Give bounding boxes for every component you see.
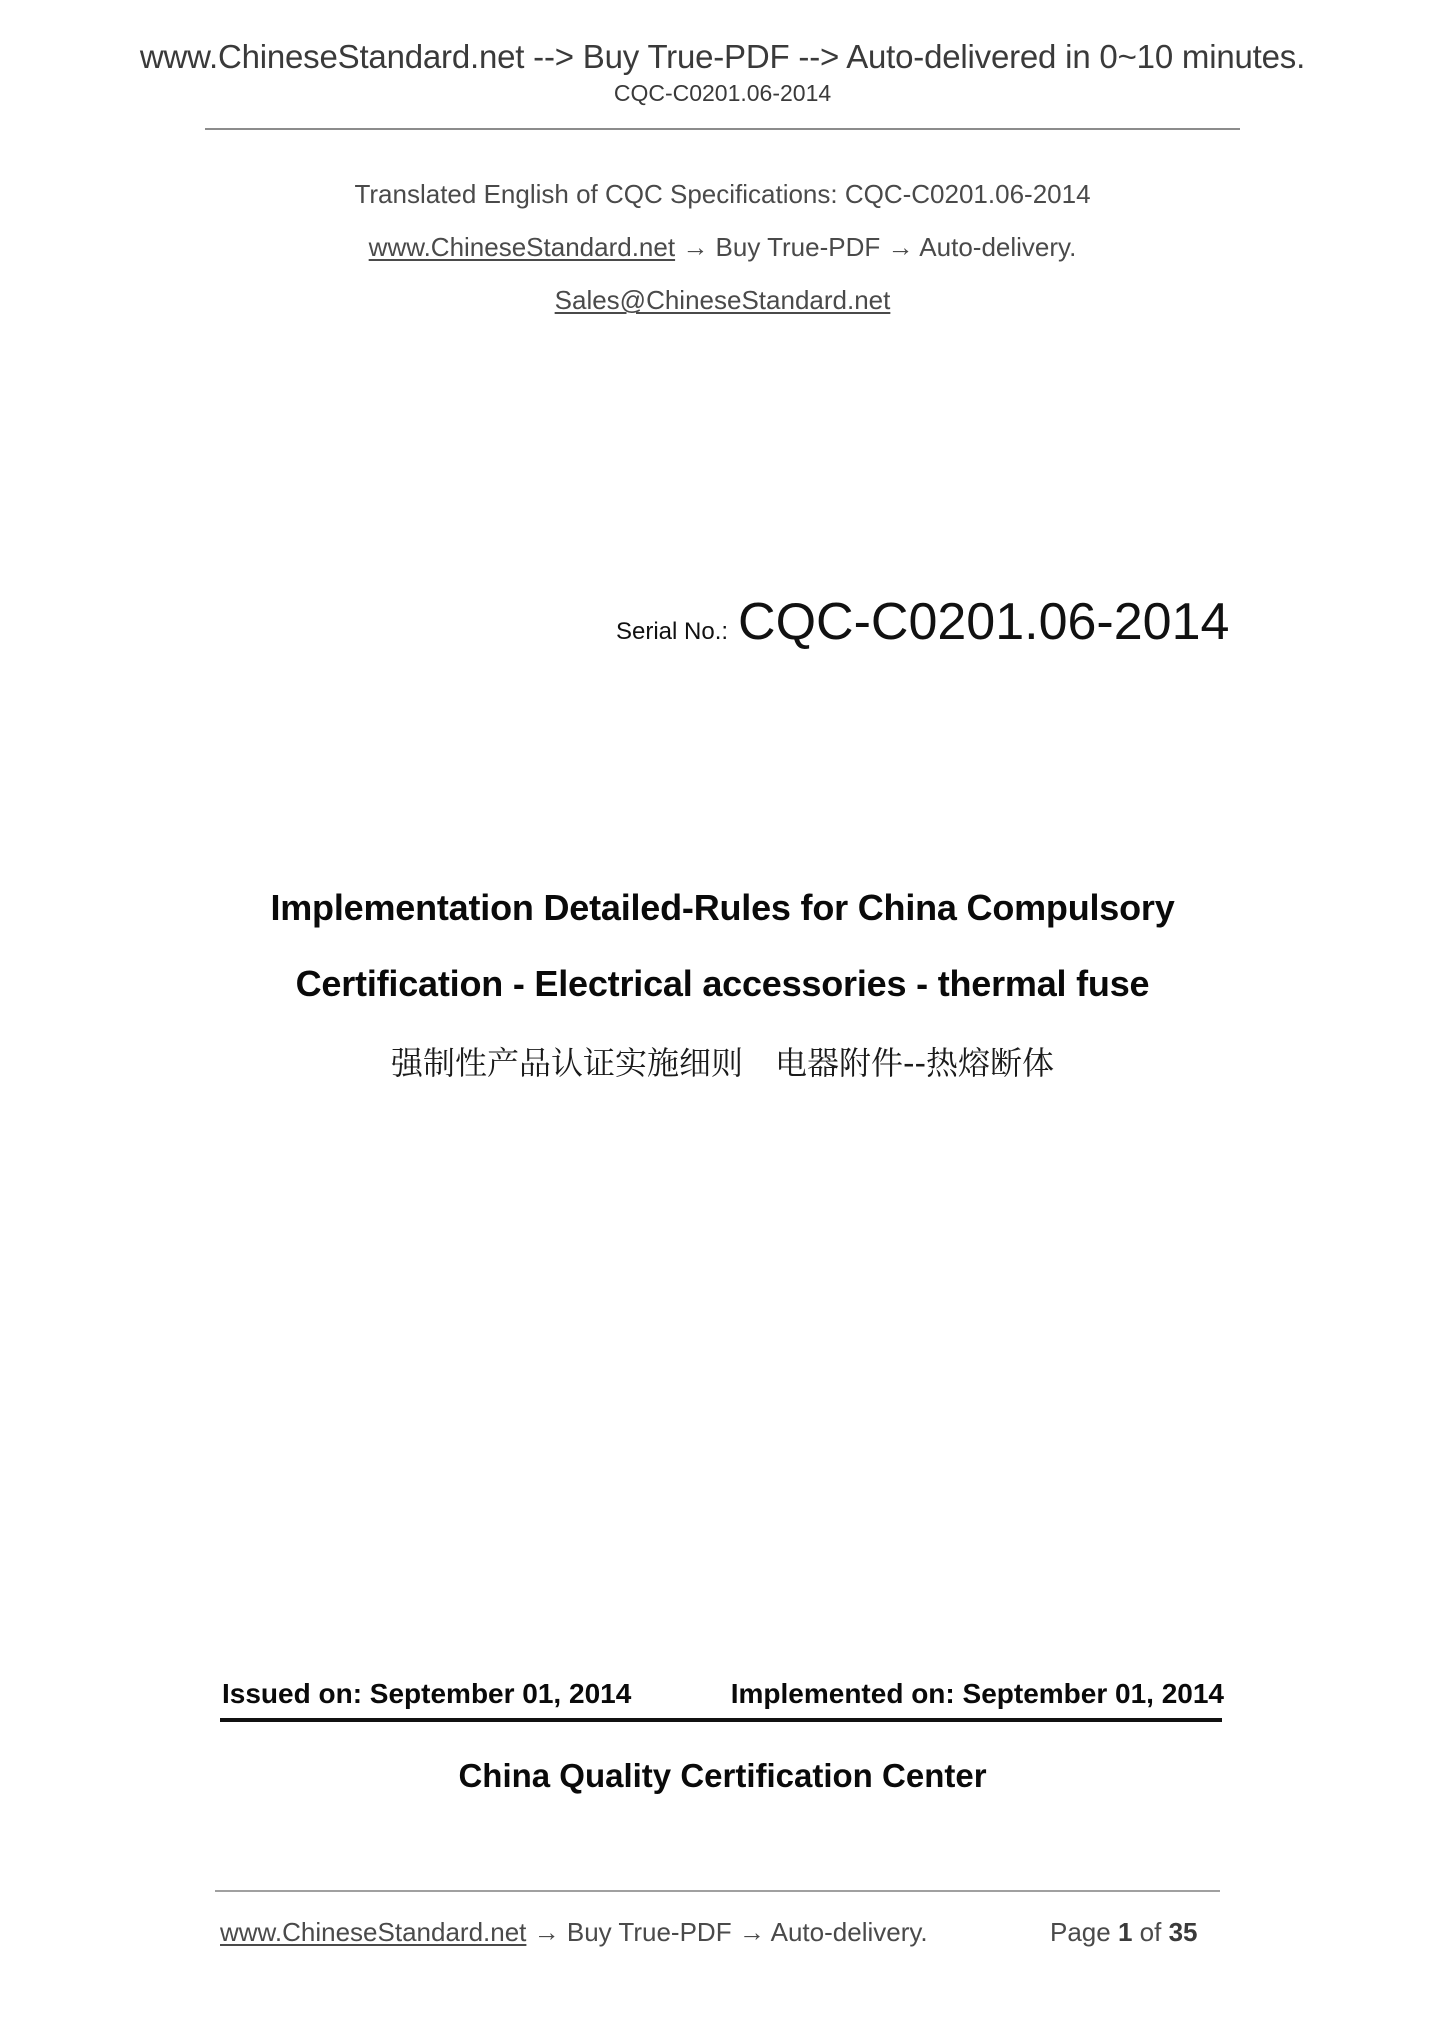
arrow-right-icon: → <box>682 232 709 262</box>
dates-row <box>222 1678 1224 1710</box>
arrow-right-icon: → <box>887 232 914 262</box>
dates-divider <box>220 1718 1222 1722</box>
page-indicator <box>1050 1917 1198 1948</box>
issuing-organization: China Quality Certification Center <box>458 1757 987 1794</box>
page-total: 35 <box>1168 1917 1198 1947</box>
footer-delivery-text: Auto-delivery. <box>770 1917 928 1947</box>
page-label: Page <box>1050 1917 1111 1947</box>
running-header-promo: www.ChineseStandard.net --> Buy True-PDF --> Auto-delivered in 0~10 minutes. <box>139 38 1306 75</box>
document-title-chinese: 强制性产品认证实施细则 电器附件--热熔断体 <box>390 1044 1055 1082</box>
footer-site-link[interactable]: www.ChineseStandard.net <box>220 1917 527 1947</box>
translation-notice: Translated English of CQC Specifications: CQC-C0201.06-2014 <box>354 179 1091 209</box>
footer-divider <box>215 1890 1220 1892</box>
serial-number <box>616 592 1229 652</box>
delivery-text: Auto-delivery. <box>919 232 1077 262</box>
document-title-line-1: Implementation Detailed-Rules for China Compulsory <box>270 887 1175 928</box>
serial-label: Serial No.: <box>616 618 729 645</box>
sales-email-link[interactable]: Sales@ChineseStandard.net <box>554 285 891 315</box>
buy-text: Buy True-PDF <box>715 232 881 262</box>
footer-buy-text: Buy True-PDF <box>566 1917 732 1947</box>
footer-purchase-line <box>220 1917 928 1948</box>
serial-value: CQC-C0201.06-2014 <box>738 593 1230 651</box>
arrow-right-icon: → <box>738 1917 765 1947</box>
site-link[interactable]: www.ChineseStandard.net <box>368 232 676 262</box>
implemented-date: Implemented on: September 01, 2014 <box>730 1678 1224 1709</box>
arrow-right-icon: → <box>533 1917 560 1947</box>
purchase-line <box>0 232 1445 263</box>
document-title-line-2: Certification - Electrical accessories - thermal fuse <box>295 963 1150 1004</box>
running-header-code: CQC-C0201.06-2014 <box>613 80 832 106</box>
email-line <box>0 285 1445 316</box>
issued-date: Issued on: September 01, 2014 <box>222 1678 632 1709</box>
header-divider <box>205 128 1240 130</box>
page-of: of <box>1139 1917 1162 1947</box>
page-current: 1 <box>1117 1917 1133 1947</box>
